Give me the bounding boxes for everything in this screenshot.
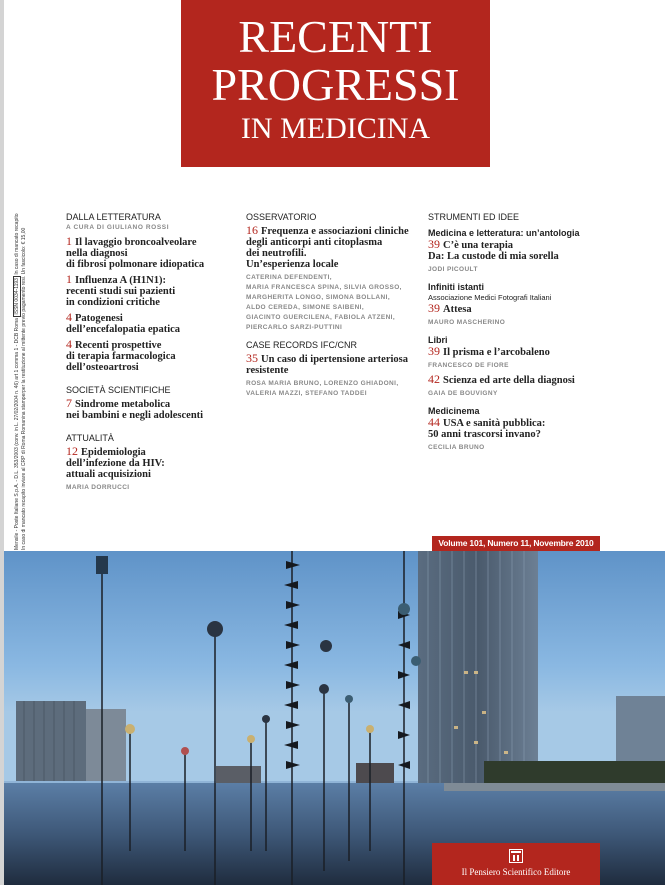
page-number: 1 [66,234,72,248]
building-mid [216,766,261,784]
page-number: 39 [428,237,440,251]
page-number: 44 [428,415,440,429]
cover-photo [4,551,665,885]
article-author: MARIA DORRUCCI [66,484,130,491]
page-number: 16 [246,223,258,237]
section-title-attualita: ATTUALITÀ [66,433,114,443]
trees [484,761,665,786]
toc-article[interactable]: 39 Attesa [428,301,472,315]
building-left [16,701,86,781]
rubric-medicina-letteratura: Medicina e letteratura: un’antologia [428,228,580,238]
walkway [444,783,665,791]
issue-label: Volume 101, Numero 11, Novembre 2010 [432,536,600,551]
section-title-societa-scientifiche: SOCIETÀ SCIENTIFICHE [66,385,171,395]
article-author: MAURO MASCHERINO [428,319,506,326]
masthead [181,0,490,167]
building-left-2 [86,709,126,781]
toc-column-middle [246,212,422,399]
rubric-medicinema: Medicinema [428,406,480,416]
publisher-badge[interactable] [432,843,600,885]
postal-info: Mensile - Poste Italiane S.p.A. - D.L. 353/2003 (conv. in L. 27/02/2004 n. 46) art 1 comma 1 - DCB Roma [14,318,20,550]
toc-article[interactable]: 42 Scienza ed arte della diagnosi [428,372,575,386]
toc-article[interactable]: 4 Recenti prospettive di terapia farmacologica dell’osteoartrosi [66,337,176,373]
page-number: 39 [428,344,440,358]
spine-legal-text [6,170,36,550]
section-title-case-records: CASE RECORDS IFC/CNR [246,340,358,350]
toc-article[interactable]: 1 Influenza A (H1N1): recenti studi sui pazienti in condizioni critiche [66,272,176,308]
section-title-dalla-letteratura: DALLA LETTERATURA [66,212,161,222]
section-title-strumenti-ed-idee: STRUMENTI ED IDEE [428,212,520,222]
masthead-line-recenti: RECENTI [238,11,433,62]
article-author: GAIA DE BOUVIGNY [428,390,498,397]
toc-column-right [428,212,608,453]
masthead-line-in-medicina: IN MEDICINA [240,112,431,145]
page-number: 4 [66,337,72,351]
sculpture-head [207,621,223,637]
rubric-note: Associazione Medici Fotografi Italiani [428,293,552,302]
section-editor: A CURA DI GIULIANO ROSSI [66,224,170,231]
page-number: 7 [66,396,72,410]
toc-article[interactable]: 39 C’è una terapia Da: La custode di mia sorella [428,237,559,262]
page-number: 1 [66,272,72,286]
return-info: In caso di mancato recapito [14,213,20,275]
article-authors: ROSA MARIA BRUNO, LORENZO GHIADONI, VALERIA MAZZI, STEFANO TADDEI [246,380,399,397]
spine-line-2: In caso di mancato recapito inviare al CRP di Roma Romanina stamperper la restituzione al mittente previo pagamento resi. Un fascicolo: € 15,00 [21,227,27,550]
section-title-osservatorio: OSSERVATORIO [246,212,317,222]
masthead-line-progressi: PROGRESSI [211,59,460,110]
toc-article[interactable]: 7 Sindrome metabolica nei bambini e negli adolescenti [66,396,204,421]
article-author: CECILIA BRUNO [428,444,485,451]
page-number: 39 [428,301,440,315]
page-number: 35 [246,351,258,365]
page-number: 12 [66,444,78,458]
toc-article[interactable]: 4 Patogenesi dell’encefalopatia epatica [66,310,181,335]
article-author: JODI PICOULT [428,266,478,273]
toc-article[interactable]: 44 USA e sanità pubblica: 50 anni trascorsi invano? [428,415,546,440]
building-mid-2 [356,763,394,785]
cover-photo-illustration [4,551,665,885]
toc-article[interactable]: 16 Frequenza e associazioni cliniche degli anticorpi anti citoplasma dei neutrofili. Un’esperienza locale [246,223,409,270]
toc-article[interactable]: 1 Il lavaggio broncoalveolare nella diagnosi di fibrosi polmonare idiopatica [66,234,205,270]
rubric-infiniti-istanti: Infiniti istanti [428,282,484,292]
spine-line-1 [14,170,21,550]
sculpture-head-camera [96,556,108,574]
issn-box: ISSN 0034-1193 [14,278,20,315]
page-number: 4 [66,310,72,324]
publisher-name: Il Pensiero Scientifico Editore [461,867,571,877]
rubric-libri: Libri [428,335,448,345]
tower [418,551,538,786]
toc-column-left [66,212,238,493]
toc-article[interactable]: 35 Un caso di ipertensione arteriosa resistente [246,351,408,376]
toc-article[interactable]: 39 Il prisma e l’arcobaleno [428,344,550,358]
article-authors: CATERINA DEFENDENTI, MARIA FRANCESCA SPINA, SILVIA GROSSO, MARGHERITA LONGO, SIMONA BOLLANI, ALDO CEREDA, SIMONE SAIBENI, GIACINTO GUERCILENA, FABIOLA ATZENI, PIERCARLO SARZI-PUTTINI [246,274,402,331]
temple-logo-icon [509,849,523,863]
page-number: 42 [428,372,440,386]
toc-article[interactable]: 12 Epidemiologia dell’infezione da HIV: attuali acquisizioni [66,444,165,480]
article-author: FRANCESCO DE FIORE [428,362,509,369]
